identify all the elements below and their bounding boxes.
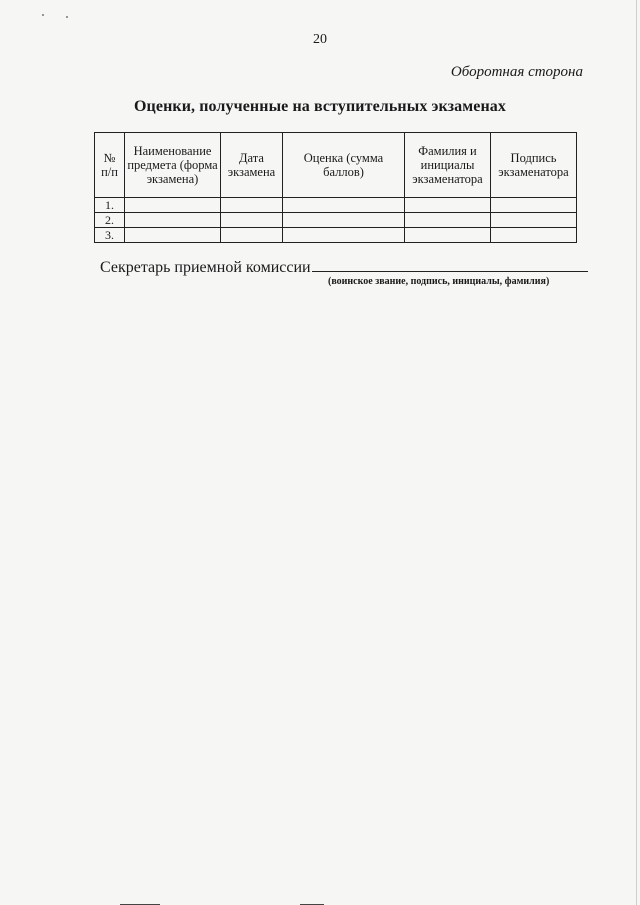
page-edge: [636, 0, 637, 905]
table-header-row: [95, 133, 577, 198]
side-label: Оборотная сторона: [450, 64, 583, 80]
header-date: Дата экзамена: [221, 133, 283, 198]
secretary-label: Секретарь приемной комиссии: [100, 259, 311, 276]
row-number: 3.: [95, 228, 125, 243]
row-number: 1.: [95, 198, 125, 213]
cell-examiner-signature[interactable]: [491, 228, 577, 243]
cell-examiner-name[interactable]: [405, 198, 491, 213]
grades-table: [94, 132, 577, 243]
cell-grade[interactable]: [283, 228, 405, 243]
header-subject: Наименование предмета (форма экзамена): [125, 133, 221, 198]
page-number: 20: [313, 32, 327, 47]
secretary-signature-block: [100, 257, 588, 277]
cell-examiner-name[interactable]: [405, 228, 491, 243]
cell-grade[interactable]: [283, 213, 405, 228]
header-examiner-name: Фамилия и инициалы экзаменатора: [405, 133, 491, 198]
cell-subject[interactable]: [125, 228, 221, 243]
scan-speck: [66, 16, 68, 18]
cell-date[interactable]: [221, 213, 283, 228]
cell-grade[interactable]: [283, 198, 405, 213]
cell-examiner-signature[interactable]: [491, 213, 577, 228]
signature-line[interactable]: [312, 257, 588, 272]
header-examiner-signature: Подпись экзаменатора: [491, 133, 577, 198]
cell-subject[interactable]: [125, 213, 221, 228]
cell-subject[interactable]: [125, 198, 221, 213]
row-number: 2.: [95, 213, 125, 228]
cell-date[interactable]: [221, 198, 283, 213]
table-row: [95, 198, 577, 213]
cell-date[interactable]: [221, 228, 283, 243]
cell-examiner-signature[interactable]: [491, 198, 577, 213]
header-grade: Оценка (сумма баллов): [283, 133, 405, 198]
section-heading: Оценки, полученные на вступительных экзаменах: [134, 98, 506, 115]
cell-examiner-name[interactable]: [405, 213, 491, 228]
signature-caption: (воинское звание, подпись, инициалы, фамилия): [328, 276, 550, 287]
table-row: [95, 228, 577, 243]
table-row: [95, 213, 577, 228]
scan-speck: [42, 14, 44, 16]
header-number: № п/п: [95, 133, 125, 198]
